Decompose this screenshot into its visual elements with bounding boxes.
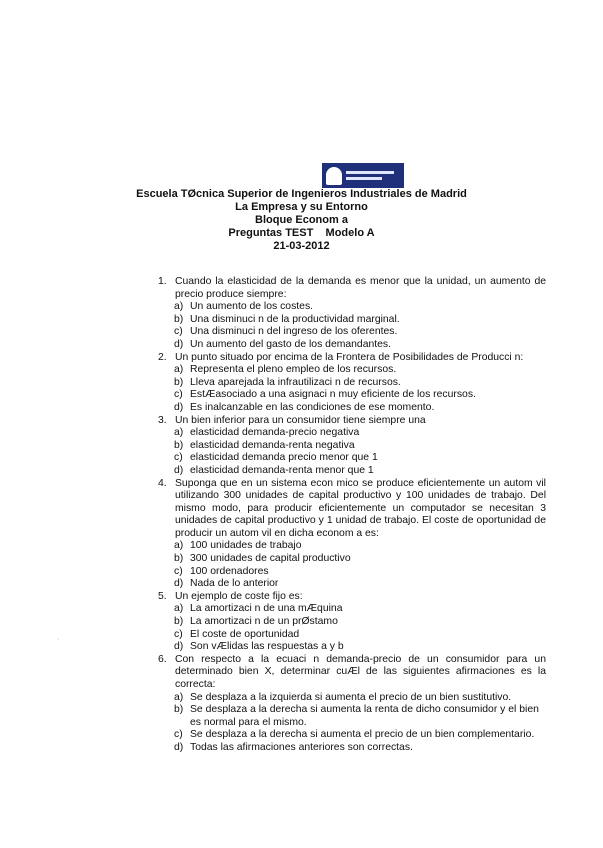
option-letter: c) bbox=[174, 628, 183, 640]
answer-option-4-c bbox=[158, 566, 546, 579]
option-text: El coste de oportunidad bbox=[190, 628, 300, 640]
answer-option-2-b bbox=[158, 377, 546, 390]
answer-option-3-c bbox=[158, 452, 546, 465]
option-letter: b) bbox=[174, 616, 184, 628]
option-text: Representa el pleno empleo de los recursos. bbox=[190, 364, 397, 376]
option-text: Un aumento del gasto de los demandantes. bbox=[190, 338, 392, 350]
option-text: Se desplaza a la izquierda si aumenta el precio de un bien sustitutivo. bbox=[190, 691, 512, 703]
question-text: Un bien inferior para un consumidor tiene siempre una bbox=[175, 414, 426, 426]
option-letter: d) bbox=[174, 338, 184, 350]
option-letter: d) bbox=[174, 641, 184, 653]
option-text: Se desplaza a la derecha si aumenta el precio de un bien complementario. bbox=[190, 729, 535, 741]
option-text: 300 unidades de capital productivo bbox=[190, 553, 351, 565]
question-text: Con respecto a la ecuaci n demanda-precio de un consumidor para un determinado bien X, determinar cuÆl de las siguientes afirmaciones es la correcta: bbox=[175, 653, 546, 690]
answer-option-4-d bbox=[158, 578, 546, 591]
option-letter: d) bbox=[174, 464, 184, 476]
question-5 bbox=[158, 591, 546, 604]
option-text: Una disminuci n de la productividad marginal. bbox=[190, 313, 400, 325]
option-text: Se desplaza a la derecha si aumenta la renta de dicho consumidor y el bien es normal para el mismo. bbox=[190, 704, 539, 728]
answer-option-6-b bbox=[158, 704, 546, 729]
option-letter: c) bbox=[174, 729, 183, 741]
answer-option-5-a bbox=[158, 603, 546, 616]
answer-option-3-a bbox=[158, 427, 546, 440]
test-model: Preguntas TEST Modelo A bbox=[228, 227, 375, 239]
answer-option-6-c bbox=[158, 729, 546, 742]
answer-option-4-a bbox=[158, 540, 546, 553]
option-letter: a) bbox=[174, 540, 184, 552]
option-text: Son vÆlidas las respuestas a y b bbox=[190, 641, 344, 653]
answer-option-1-b bbox=[158, 314, 546, 327]
option-text: La amortizaci n de un prØstamo bbox=[190, 616, 338, 628]
question-number: 2. bbox=[158, 351, 167, 363]
question-number: 6. bbox=[158, 653, 167, 665]
option-letter: a) bbox=[174, 691, 184, 703]
option-text: Todas las afirmaciones anteriores son correctas. bbox=[190, 741, 413, 753]
option-text: Un aumento de los costes. bbox=[190, 301, 314, 313]
answer-option-6-d bbox=[158, 742, 546, 755]
answer-option-1-c bbox=[158, 326, 546, 339]
question-text: Cuando la elasticidad de la demanda es menor que la unidad, un aumento de precio produce siempre: bbox=[175, 276, 546, 300]
exam-header bbox=[0, 188, 603, 253]
option-letter: b) bbox=[174, 313, 184, 325]
question-text: Suponga que en un sistema econ mico se produce eficientemente un autom vil utilizando 300 unidades de capital productivo y 100 unidades de trabajo. Del mismo modo, para producir eficientemente un computador se necesitan 3 unidades de capital productivo y 1 unidad de trabajo. El coste de oportunidad de producir un autom vil en dicha econom a es: bbox=[175, 477, 546, 539]
answer-option-6-a bbox=[158, 692, 546, 705]
question-number: 5. bbox=[158, 590, 167, 602]
question-1 bbox=[158, 276, 546, 301]
answer-option-5-c bbox=[158, 629, 546, 642]
answer-option-2-c bbox=[158, 389, 546, 402]
answer-option-2-d bbox=[158, 402, 546, 415]
option-letter: c) bbox=[174, 389, 183, 401]
question-text: Un ejemplo de coste fijo es: bbox=[175, 590, 303, 602]
question-2 bbox=[158, 352, 546, 365]
option-letter: c) bbox=[174, 326, 183, 338]
block-name: Bloque Econom a bbox=[255, 214, 348, 226]
school-name: Escuela TØcnica Superior de Ingenieros Industriales de Madrid bbox=[136, 188, 467, 200]
option-letter: b) bbox=[174, 704, 184, 716]
option-letter: d) bbox=[174, 741, 184, 753]
margin-mark: · bbox=[57, 636, 60, 643]
answer-option-5-d bbox=[158, 641, 546, 654]
option-letter: b) bbox=[174, 553, 184, 565]
question-number: 1. bbox=[158, 276, 167, 287]
answer-option-4-b bbox=[158, 553, 546, 566]
option-text: Nada de lo anterior bbox=[190, 578, 279, 590]
option-text: 100 ordenadores bbox=[190, 565, 269, 577]
question-4 bbox=[158, 478, 546, 541]
answer-option-1-a bbox=[158, 301, 546, 314]
option-text: Una disminuci n del ingreso de los oferentes. bbox=[190, 326, 398, 338]
answer-option-1-d bbox=[158, 339, 546, 352]
option-text: Es inalcanzable en las condiciones de ese momento. bbox=[190, 401, 435, 413]
logo-wordmark bbox=[346, 171, 394, 180]
question-3 bbox=[158, 415, 546, 428]
option-letter: b) bbox=[174, 439, 184, 451]
option-text: elasticidad demanda-precio negativa bbox=[190, 427, 360, 439]
option-text: EstÆasociado a una asignaci n muy eficiente de los recursos. bbox=[190, 389, 476, 401]
school-logo bbox=[322, 163, 404, 188]
option-letter: c) bbox=[174, 565, 183, 577]
building-emblem-icon bbox=[326, 167, 342, 185]
question-number: 3. bbox=[158, 414, 167, 426]
option-letter: c) bbox=[174, 452, 183, 464]
exam-date: 21-03-2012 bbox=[273, 240, 330, 252]
course-name: La Empresa y su Entorno bbox=[235, 201, 368, 213]
answer-option-3-b bbox=[158, 440, 546, 453]
option-letter: a) bbox=[174, 301, 184, 313]
option-letter: a) bbox=[174, 427, 184, 439]
option-letter: d) bbox=[174, 578, 184, 590]
option-letter: d) bbox=[174, 401, 184, 413]
option-letter: b) bbox=[174, 376, 184, 388]
question-number: 4. bbox=[158, 477, 167, 489]
option-text: elasticidad demanda-renta menor que 1 bbox=[190, 464, 374, 476]
question-list bbox=[158, 276, 546, 755]
answer-option-2-a bbox=[158, 364, 546, 377]
option-text: elasticidad demanda-renta negativa bbox=[190, 439, 355, 451]
option-text: 100 unidades de trabajo bbox=[190, 540, 302, 552]
option-text: elasticidad demanda precio menor que 1 bbox=[190, 452, 378, 464]
option-text: La amortizaci n de una mÆquina bbox=[190, 603, 343, 615]
option-text: Lleva aparejada la infrautilizaci n de recursos. bbox=[190, 376, 401, 388]
option-letter: a) bbox=[174, 603, 184, 615]
answer-option-5-b bbox=[158, 616, 546, 629]
option-letter: a) bbox=[174, 364, 184, 376]
answer-option-3-d bbox=[158, 465, 546, 478]
question-6 bbox=[158, 654, 546, 692]
question-text: Un punto situado por encima de la Frontera de Posibilidades de Producci n: bbox=[175, 351, 524, 363]
